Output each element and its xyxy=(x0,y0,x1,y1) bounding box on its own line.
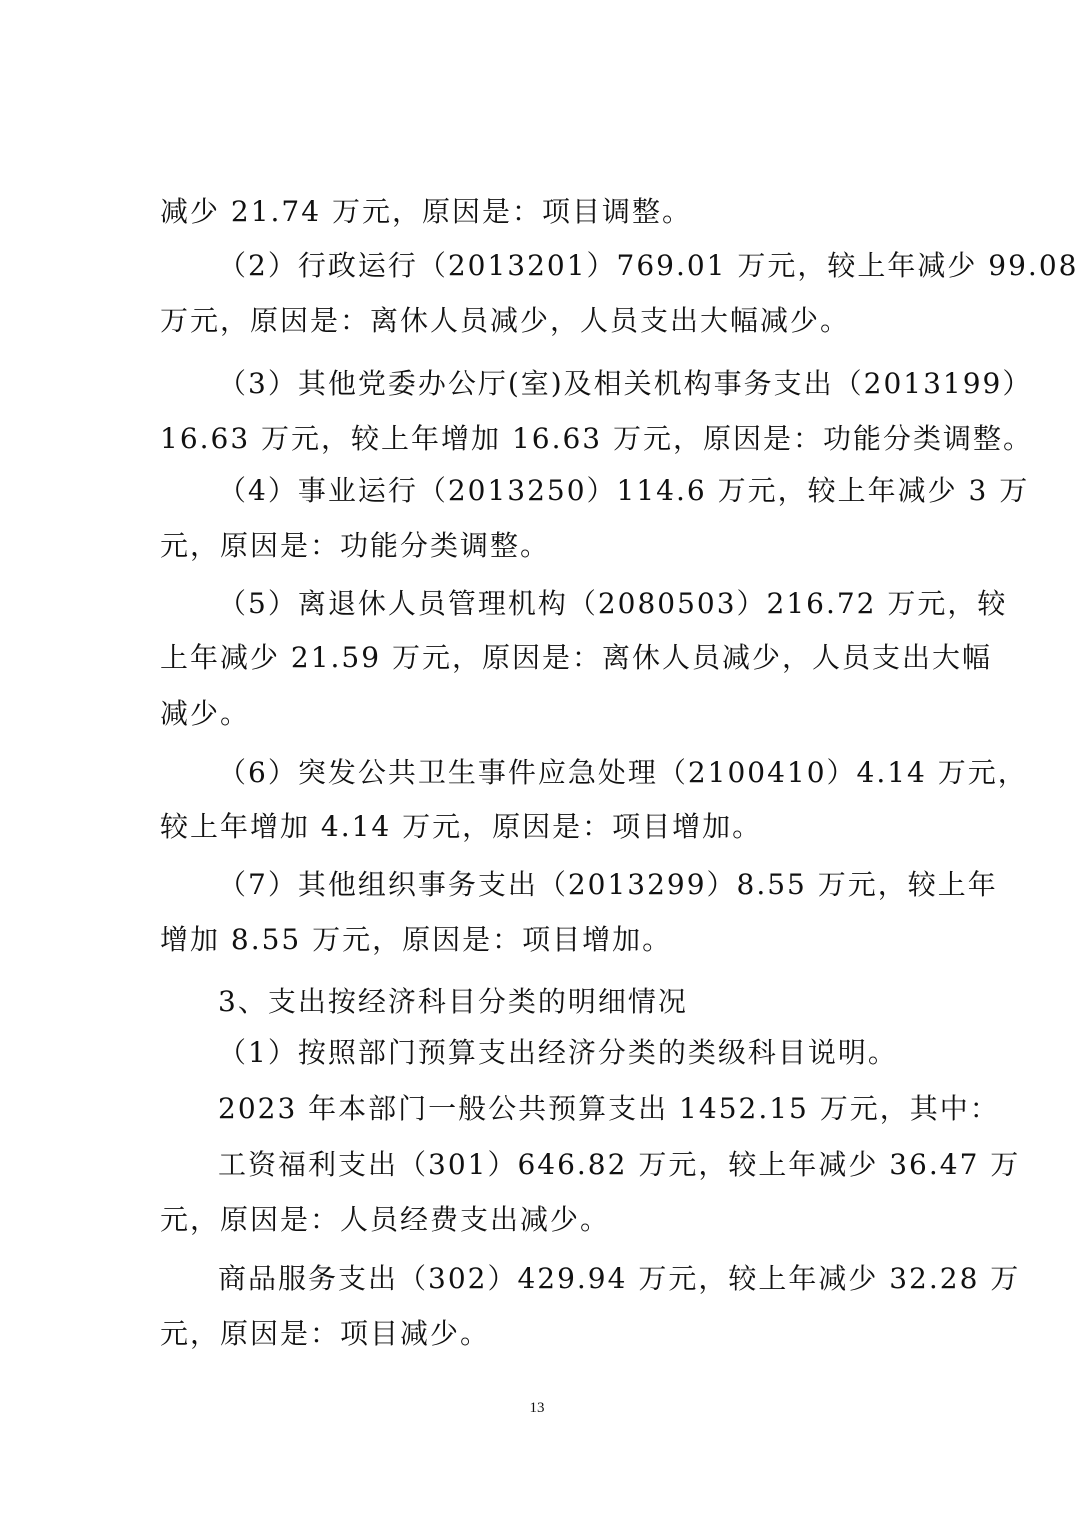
text-line: 增加 8.55 万元，原因是：项目增加。 xyxy=(160,923,673,956)
text-line: 工资福利支出（301）646.82 万元，较上年减少 36.47 万 xyxy=(218,1148,1021,1181)
text-line: （2）行政运行（2013201）769.01 万元，较上年减少 99.08 xyxy=(218,249,1078,282)
text-line: （6）突发公共卫生事件应急处理（2100410）4.14 万元， xyxy=(218,756,1028,789)
text-line: （4）事业运行（2013250）114.6 万元，较上年减少 3 万 xyxy=(218,474,1030,507)
section-heading: 3、支出按经济科目分类的明细情况 xyxy=(218,985,688,1018)
text-line: （1）按照部门预算支出经济分类的类级科目说明。 xyxy=(218,1036,898,1069)
text-line: 元，原因是：功能分类调整。 xyxy=(160,529,551,562)
page-number: 13 xyxy=(529,1400,545,1416)
text-line: （7）其他组织事务支出（2013299）8.55 万元，较上年 xyxy=(218,868,998,901)
text-line: 减少。 xyxy=(160,697,251,730)
text-line: 万元，原因是：离休人员减少，人员支出大幅减少。 xyxy=(160,304,851,337)
text-line: 较上年增加 4.14 万元，原因是：项目增加。 xyxy=(160,810,763,843)
text-line: 减少 21.74 万元，原因是：项目调整。 xyxy=(160,195,692,228)
text-line: （3）其他党委办公厅(室)及相关机构事务支出（2013199） xyxy=(218,367,1033,400)
text-line: 2023 年本部门一般公共预算支出 1452.15 万元，其中： xyxy=(218,1092,1000,1125)
text-line: 元，原因是：项目减少。 xyxy=(160,1317,491,1350)
text-line: （5）离退休人员管理机构（2080503）216.72 万元，较 xyxy=(218,587,1008,620)
text-line: 16.63 万元，较上年增加 16.63 万元，原因是：功能分类调整。 xyxy=(160,422,1034,455)
text-line: 元，原因是：人员经费支出减少。 xyxy=(160,1203,611,1236)
text-line: 上年减少 21.59 万元，原因是：离休人员减少，人员支出大幅 xyxy=(160,641,992,674)
text-line: 商品服务支出（302）429.94 万元，较上年减少 32.28 万 xyxy=(218,1262,1021,1295)
